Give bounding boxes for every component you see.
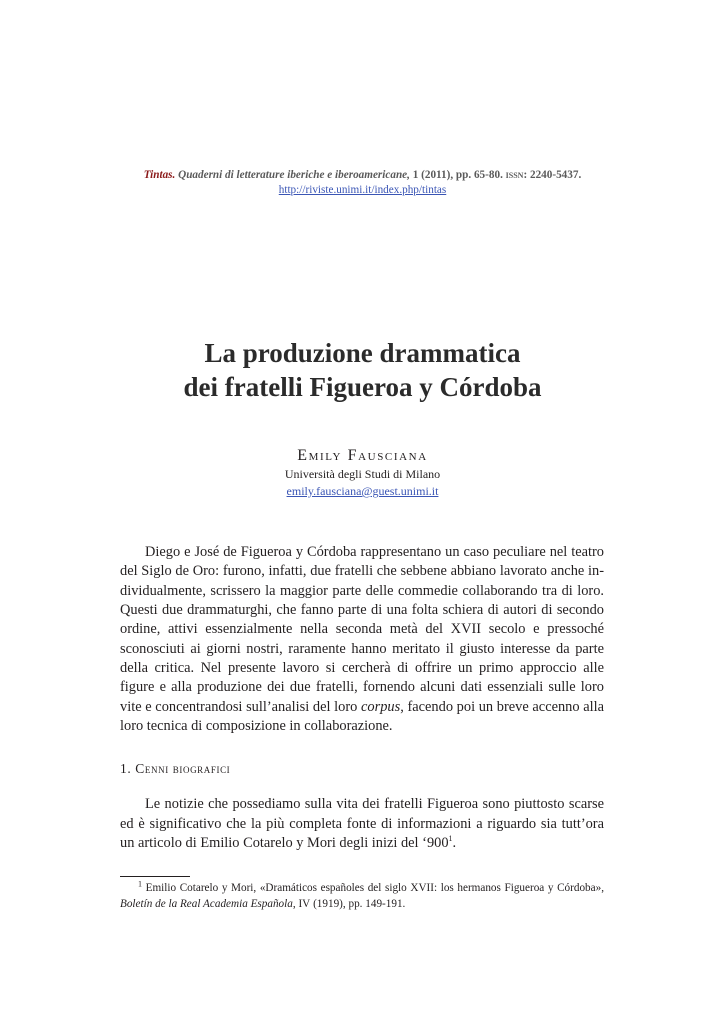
footnote: [120, 880, 604, 912]
footnote-volume: IV: [298, 898, 311, 910]
section-heading: 1. Cenni biografici: [120, 761, 231, 776]
abstract: [120, 543, 604, 736]
issn-label: issn:: [505, 169, 528, 181]
volume-pages: 1 (2011), pp. 65-80.: [412, 169, 503, 181]
title-line-1: La produzione drammatica: [204, 338, 521, 368]
abstract-emphasis: corpus: [361, 698, 401, 715]
body-paragraph: [120, 795, 604, 854]
body-text-end: .: [452, 835, 457, 852]
journal-subtitle: Quaderni di letterature iberiche e iberoamericane,: [178, 169, 410, 181]
title-line-2: dei fratelli Figueroa y Córdoba: [183, 372, 542, 402]
footnote-number: 1: [138, 879, 142, 889]
author-name: Emily Fausciana: [297, 447, 428, 464]
abstract-text-2: , facendo poi un breve accenno alla loro tecnica di composizione in collaborazione.: [120, 698, 604, 735]
journal-name: Tintas.: [143, 169, 176, 181]
abstract-text-1: Diego e José de Figueroa y Córdoba rappresentano un caso peculiare nel teatro del Siglo de Oro: furono, infatti, due fratelli che sebbene abbiano lavorato anche individualmente, scrissero la maggior parte delle commedie collaborando tra di loro. Questi due drammaturghi, che fanno parte di una folta schiera di autori di secondo ordine, attivi essenzialmente nella seconda metà del XVII secolo e pressoché sconosciuti ai giorni nostri, raramente hanno meritato il giusto interesse da parte della critica. Nel presente lavoro si cercherà di offrire un primo approccio alle figure e alla produzione dei due fratelli, fornendo alcuni dati essenziali sulle loro vite e concentrandosi sull’analisi del loro: [120, 544, 604, 715]
author-email-link[interactable]: emily.fausciana@guest.unimi.it: [286, 484, 439, 498]
footnote-text-2: ,: [292, 898, 299, 910]
body-text: Le notizie che possediamo sulla vita dei fratelli Figueroa sono piuttosto scarse ed è significativo che la più completa fonte di informazioni a riguardo sia tutt’ora un articolo di Emilio Cotarelo y Mori degli inizi del ‘900: [120, 796, 604, 852]
footnote-reference[interactable]: 1: [448, 834, 453, 844]
citation-line: [0, 168, 725, 183]
footnote-text-1: Emilio Cotarelo y Mori, «Dramáticos españoles del siglo XVII: los hermanos Figueroa y Córdoba»,: [145, 882, 605, 894]
article-title: [0, 336, 725, 404]
journal-header: [0, 168, 725, 198]
footnote-journal-title: Boletín de la Real Academia Española: [120, 898, 293, 910]
author-affiliation: Università degli Studi di Milano: [284, 467, 441, 481]
issn-value: 2240-5437.: [529, 169, 582, 181]
footnote-text-3: (1919), pp. 149-191.: [310, 898, 406, 910]
journal-url-link[interactable]: http://riviste.unimi.it/index.php/tintas: [278, 184, 447, 196]
author-block: [0, 446, 725, 500]
footnote-divider: [120, 876, 190, 877]
